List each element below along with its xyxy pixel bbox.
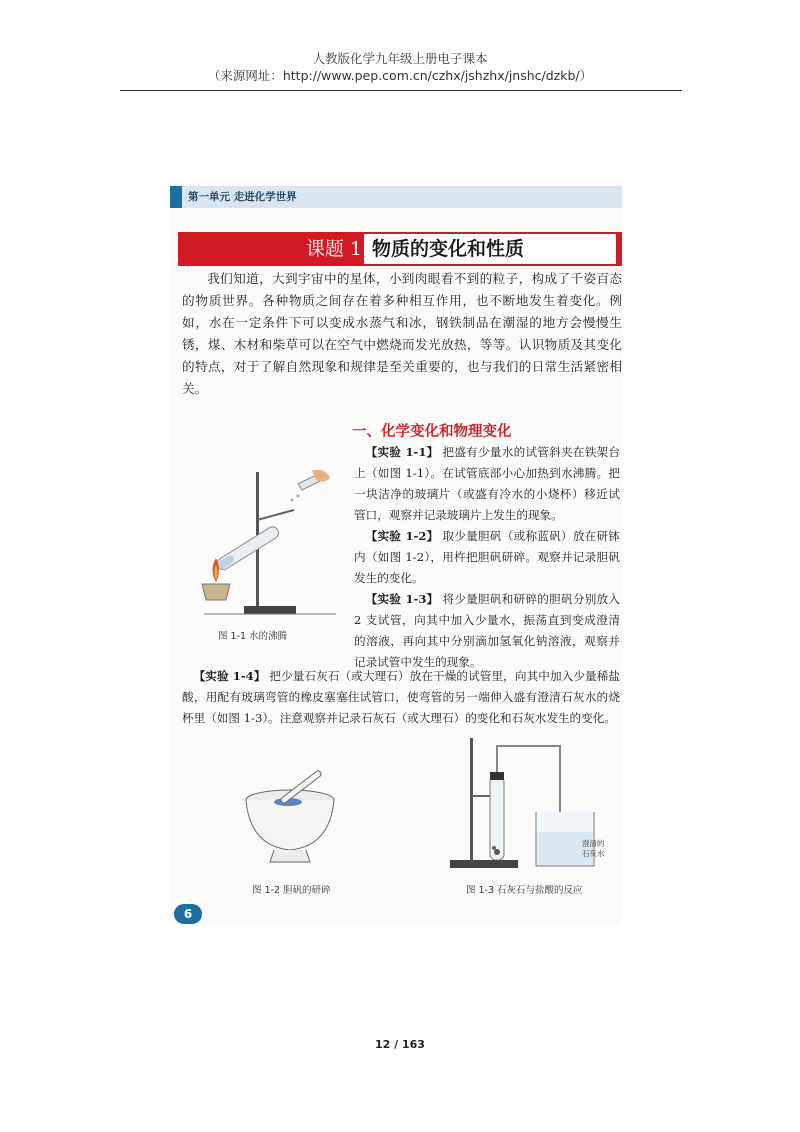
document-source: （来源网址：http://www.pep.com.cn/czhx/jshzhx/jnshc/dzkb/） bbox=[207, 68, 593, 83]
figure-mortar-pestle bbox=[240, 770, 350, 870]
figure-1-3-caption: 图 1-3 石灰石与盐酸的反应 bbox=[466, 885, 583, 896]
figure-1-2-caption: 图 1-2 胆矾的研碎 bbox=[252, 885, 331, 896]
experiment-1-1 bbox=[354, 442, 620, 526]
experiment-1-4 bbox=[182, 666, 620, 729]
figure-1-1-caption: 图 1-1 水的沸腾 bbox=[218, 631, 288, 642]
figure-boiling-water bbox=[186, 470, 354, 620]
page-indicator: 12 / 163 bbox=[375, 1038, 425, 1051]
header-divider bbox=[120, 90, 682, 91]
document-header bbox=[0, 50, 800, 84]
lesson-title: 物质的变化和性质 bbox=[372, 238, 525, 260]
experiment-1-4-text: 把少量石灰石（或大理石）放在干燥的试管里，向其中加入少量稀盐酸，用配有玻璃弯管的橡皮塞塞住试管口，使弯管的另一端伸入盛有澄清石灰水的烧杯里（如图 1-3）。注意观察并记录石灰石（或大理石）的变化和石灰水发生的变化。 bbox=[182, 669, 621, 725]
limewater-label-line2: 石灰水 bbox=[582, 849, 605, 858]
experiment-1-2 bbox=[354, 526, 620, 589]
experiment-1-3-tag: 【实验 1-3】 bbox=[365, 592, 439, 606]
experiment-1-2-tag: 【实验 1-2】 bbox=[365, 529, 439, 543]
intro-paragraph: 我们知道，大到宇宙中的星体，小到肉眼看不到的粒子，构成了千姿百态的物质世界。各种物质之间存在着多种相互作用，也不断地发生着变化。例如，水在一定条件下可以变成水蒸气和冰，钢铁制品在潮湿的地方会慢慢生锈，煤、木材和柴草可以在空气中燃烧而发光放热，等等。认识物质及其变化的特点，对于了解自然现象和规律是至关重要的，也与我们的日常生活紧密相关。 bbox=[182, 271, 622, 396]
unit-label: 第一单元 走进化学世界 bbox=[188, 191, 297, 203]
unit-banner bbox=[170, 186, 622, 208]
section-title: 一、化学变化和物理变化 bbox=[352, 424, 512, 440]
figure-limestone-acid bbox=[450, 736, 622, 872]
lesson-header bbox=[178, 232, 622, 266]
book-page-number: 6 bbox=[174, 904, 202, 924]
limewater-label-line1: 澄清的 bbox=[582, 839, 605, 848]
lesson-title-box bbox=[364, 234, 616, 264]
document-title: 人教版化学九年级上册电子课本 bbox=[312, 51, 488, 66]
experiment-1-2-text: 取少量胆矾（或称蓝矾）放在研钵内（如图 1-2），用杵把胆矾研碎。观察并记录胆矾发生的变化。 bbox=[354, 529, 621, 585]
unit-banner-accent bbox=[170, 186, 182, 208]
lesson-number: 课题 1 bbox=[305, 238, 362, 260]
experiment-1-3-text: 将少量胆矾和研碎的胆矾分别放入 2 支试管，向其中加入少量水，振荡直到变成澄清的溶液，再向其中分别滴加氢氧化钠溶液，观察并记录试管中发生的现象。 bbox=[354, 592, 621, 669]
experiment-1-1-text: 把盛有少量水的试管斜夹在铁架台上（如图 1-1）。在试管底部小心加热到水沸腾。把一块洁净的玻璃片（或盛有冷水的小烧杯）移近试管口，观察并记录玻璃片上发生的现象。 bbox=[354, 445, 621, 522]
scanned-page bbox=[170, 180, 622, 925]
experiment-1-1-tag: 【实验 1-1】 bbox=[365, 445, 439, 459]
experiment-1-3 bbox=[354, 589, 620, 673]
experiment-1-4-tag: 【实验 1-4】 bbox=[193, 669, 266, 683]
